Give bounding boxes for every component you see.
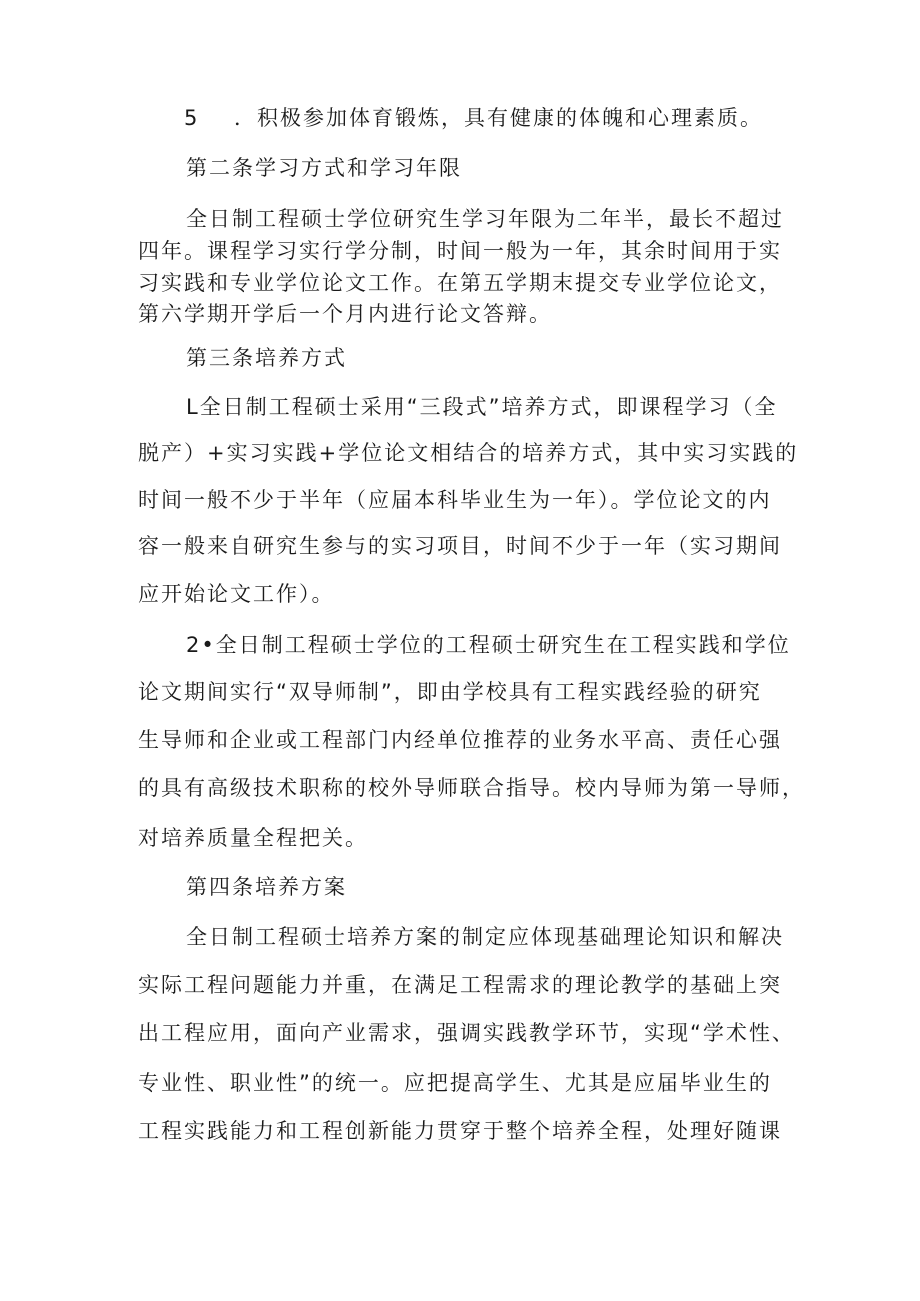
- article-3-para1-line: L全日制工程硕士采用“三段式”培养方式，即课程学习（全: [186, 395, 778, 419]
- article-2-line: 第六学期开学后一个月内进行论文答辩。: [138, 302, 552, 326]
- article-3-para1-line: 容一般来自研究生参与的实习项目，时间不少于一年（实习期间: [138, 534, 782, 558]
- article-3-para2-line: 生导师和企业或工程部门内经单位推荐的业务水平高、责任心强: [138, 728, 782, 752]
- article-4-line: 实际工程问题能力并重，在满足工程需求的理论教学的基础上突: [138, 973, 782, 997]
- article-4-line: 全日制工程硕士培养方案的制定应体现基础理论知识和解决: [186, 925, 784, 949]
- article-3-heading: 第三条培养方式: [186, 346, 347, 370]
- article-4-heading: 第四条培养方案: [186, 875, 347, 899]
- article-4-line: 工程实践能力和工程创新能力贯穿于整个培养全程，处理好随课: [138, 1119, 782, 1143]
- article-4-line: 出工程应用，面向产业需求，强调实践教学环节，实现“学术性、: [138, 1021, 795, 1045]
- article-2-heading: 第二条学习方式和学习年限: [186, 156, 462, 180]
- article-3-para2-line: 对培养质量全程把关。: [138, 826, 368, 850]
- article-3-para2-line: 论文期间实行“双导师制”，即由学校具有工程实践经验的研究: [138, 680, 762, 704]
- article-3-para1-line: 脱产）+实习实践+学位论文相结合的培养方式，其中实习实践的: [138, 441, 799, 465]
- article-2-line: 习实践和专业学位论文工作。在第五学期末提交专业学位论文，: [138, 271, 782, 295]
- article-4-line: 专业性、职业性”的统一。应把提高学生、尤其是应届毕业生的: [138, 1071, 772, 1095]
- article-3-para1-line: 应开始论文工作）。: [138, 582, 335, 606]
- article-3-para1-line: 时间一般不少于半年（应届本科毕业生为一年）。学位论文的内: [138, 488, 772, 512]
- item-5-number: 5: [184, 106, 198, 130]
- article-2-line: 全日制工程硕士学位研究生学习年限为二年半，最长不超过: [186, 207, 784, 231]
- article-2-line: 四年。课程学习实行学分制，时间一般为一年，其余时间用于实: [138, 239, 782, 263]
- article-3-para2-line: 的具有高级技术职称的校外导师联合指导。校内导师为第一导师，: [138, 776, 805, 800]
- item-5-text: ．积极参加体育锻炼，具有健康的体魄和心理素质。: [234, 106, 763, 130]
- article-3-para2-line: 2•全日制工程硕士学位的工程硕士研究生在工程实践和学位: [186, 633, 791, 657]
